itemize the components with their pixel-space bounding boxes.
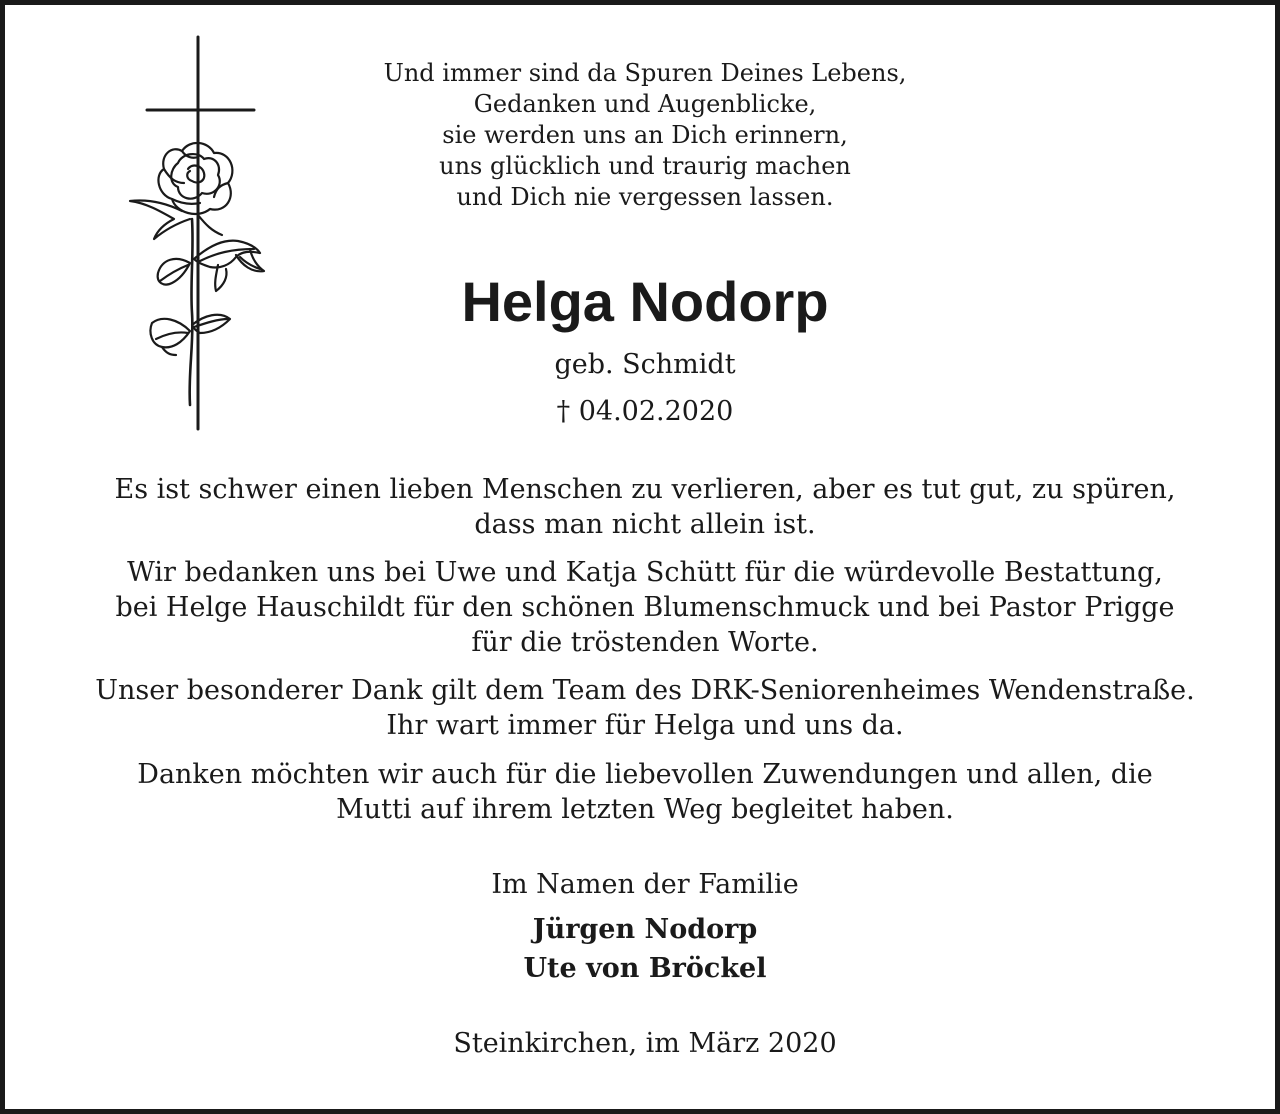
paragraph [5,673,1280,743]
paragraph-line: für die tröstenden Worte. [471,627,819,658]
deceased-name: Helga Nodorp [461,270,829,333]
poem-line: Gedanken und Augenblicke, [473,90,817,118]
paragraph-line: Wir bedanken uns bei Uwe und Katja Schütt für die würdevolle Bestattung, [127,557,1163,588]
place-date: Steinkirchen, im März 2020 [453,1028,837,1059]
poem [345,58,945,213]
poem-line: und Dich nie vergessen lassen. [456,183,834,211]
signer-name: Ute von Bröckel [523,953,767,984]
poem-line: uns glücklich und traurig machen [439,152,851,180]
paragraph [5,555,1280,660]
paragraph-line: Ihr wart immer für Helga und uns da. [386,710,904,741]
closing-intro: Im Namen der Familie [491,869,799,900]
paragraph [5,472,1280,542]
paragraph-line: Mutti auf ihrem letzten Weg begleitet haben. [336,794,954,825]
paragraph-line: bei Helge Hauschildt für den schönen Blumenschmuck und bei Pastor Prigge [115,592,1175,623]
paragraph-line: Es ist schwer einen lieben Menschen zu verlieren, aber es tut gut, zu spüren, [114,474,1176,505]
paragraph-line: Unser besonderer Dank gilt dem Team des DRK-Seniorenheimes Wendenstraße. [95,675,1195,706]
birth-name: geb. Schmidt [554,349,736,380]
poem-line: sie werden uns an Dich erinnern, [442,121,848,149]
signers [5,910,1280,988]
paragraph [5,757,1280,827]
paragraph-line: Danken möchten wir auch für die liebevollen Zuwendungen und allen, die [137,759,1153,790]
signer-name: Jürgen Nodorp [532,914,758,945]
paragraph-line: dass man nicht allein ist. [474,509,816,540]
death-date: † 04.02.2020 [556,396,734,427]
poem-line: Und immer sind da Spuren Deines Lebens, [383,59,907,87]
